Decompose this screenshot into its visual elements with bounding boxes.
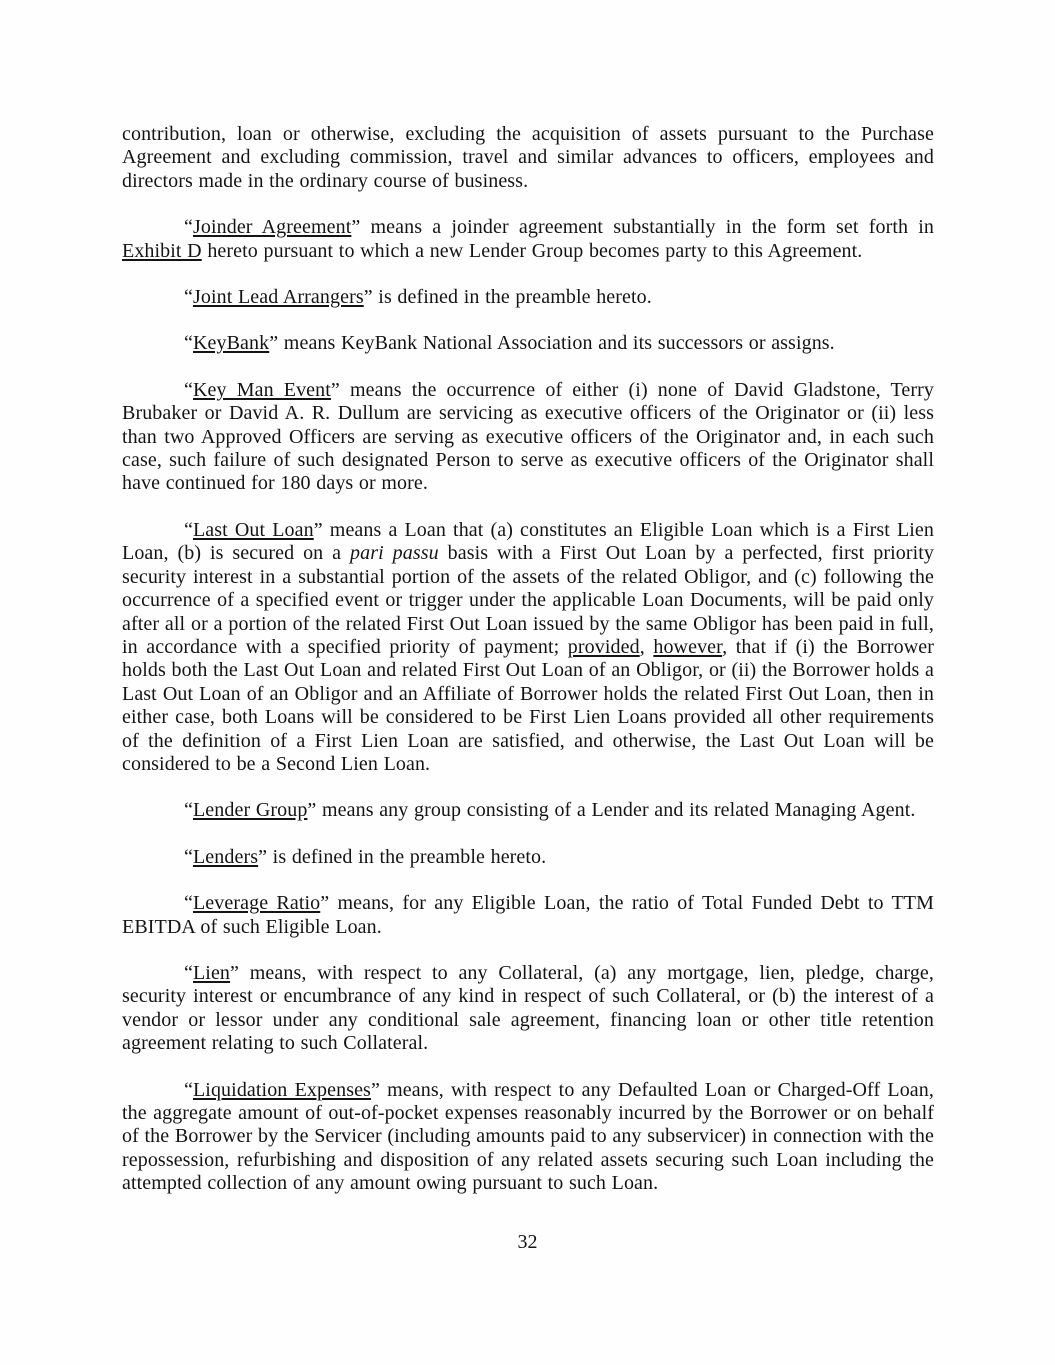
text-run: hereto pursuant to which a new Lender Group becomes party to this Agreement.	[201, 239, 863, 262]
text-run: ” means the occurrence of either (i) none of David Gladstone, Terry Brubaker or David A. R. Dullum are servicing as executive officers of the Originator or (ii) less than two Approved Officers are serving as executive officers of the Originator and, in each such case, such failure of such designated Person to serve as executive officers of the Originator shall have continued for 180 days or more.	[122, 378, 934, 495]
text-run: “	[184, 1078, 193, 1101]
text-run: “	[184, 332, 193, 355]
text-run: ” means a Loan that (a) constitutes an Eligible Loan which is a First Lien Loan, (b) is secured on a	[122, 518, 935, 565]
paragraph-lenders	[122, 846, 934, 869]
text-run: “	[184, 286, 193, 309]
text-run: “	[184, 216, 193, 239]
paragraph-joint-lead-arrangers	[122, 286, 934, 309]
text-run: , that if (i) the Borrower holds both the Last Out Loan and related First Out Loan of an Obligor, or (ii) the Borrower holds a Last Out Loan of an Obligor and an Affiliate of Borrower holds the related First Out Loan, then in either case, both Loans will be considered to be First Lien Loans provided all other requirements of the definition of a First Lien Loan are satisfied, and otherwise, the Last Out Loan will be considered to be a Second Lien Loan.	[122, 635, 935, 775]
underlined-term: Joint Lead Arrangers	[192, 286, 364, 309]
italic-text: pari passu	[350, 542, 439, 565]
text-run: “	[184, 845, 193, 868]
underlined-term: Joinder Agreement	[192, 216, 352, 239]
paragraph-liquidation-expenses	[122, 1079, 934, 1196]
paragraph-lender-group	[122, 799, 934, 822]
text-run: ” means, with respect to any Collateral, (a) any mortgage, lien, pledge, charge, security interest or encumbrance of any kind in respect of such Collateral, or (b) the interest of a vendor or lessor under any conditional sale agreement, financing loan or other title retention agreement relating to such Collateral.	[122, 961, 934, 1055]
text-run: “	[184, 378, 193, 401]
page-number: 32	[517, 1231, 538, 1253]
text-run: ” means, with respect to any Defaulted Loan or Charged-Off Loan, the aggregate amount of out-of-pocket expenses reasonably incurred by the Borrower or on behalf of the Borrower by the Servicer (including amounts paid to any subservicer) in connection with the repossession, refurbishing and disposition of any related assets securing such Loan including the attempted collection of any amount owing pursuant to such Loan.	[122, 1078, 934, 1195]
underlined-term: Exhibit D	[122, 239, 202, 262]
text-run: ,	[639, 635, 654, 658]
underlined-term: Lenders	[192, 845, 259, 868]
underlined-term: Lender Group	[192, 799, 308, 822]
underlined-term: Lien	[192, 961, 231, 984]
text-run: “	[184, 892, 193, 915]
text-run: ” is defined in the preamble hereto.	[258, 845, 547, 868]
underlined-term: Key Man Event	[192, 378, 331, 401]
text-run: ” means, for any Eligible Loan, the ratio of Total Funded Debt to TTM EBITDA of such Eligible Loan.	[122, 892, 934, 938]
text-run: “	[184, 961, 193, 984]
paragraph-leverage-ratio	[122, 892, 934, 939]
underlined-term: however	[653, 635, 723, 658]
paragraph-keybank	[122, 332, 934, 355]
text-run: “	[184, 799, 193, 822]
underlined-term: Leverage Ratio	[192, 892, 321, 915]
underlined-term: Liquidation Expenses	[192, 1078, 371, 1101]
text-run: ” is defined in the preamble hereto.	[363, 286, 652, 309]
paragraph-key-man-event	[122, 379, 934, 496]
paragraph-last-out-loan	[122, 519, 934, 776]
text-run: “	[184, 518, 193, 541]
underlined-term: Last Out Loan	[192, 518, 314, 541]
text-run: ” means any group consisting of a Lender and its related Managing Agent.	[307, 799, 916, 822]
document-content	[122, 123, 934, 1196]
underlined-term: provided	[567, 635, 640, 658]
underlined-term: KeyBank	[192, 332, 270, 355]
text-run: basis with a First Out Loan by a perfected, first priority security interest in a substantial portion of the assets of the related Obligor, and (c) following the occurrence of a specified event or trigger under the applicable Loan Documents, will be paid only after all or a portion of the related First Out Loan issued by the same Obligor has been paid in full, in accordance with a specified priority of payment;	[122, 542, 935, 658]
paragraph-lien	[122, 962, 934, 1056]
text-run: contribution, loan or otherwise, excluding the acquisition of assets pursuant to the Purchase Agreement and excluding commission, travel and similar advances to officers, employees and directors made in the ordinary course of business.	[122, 123, 934, 192]
paragraph-contribution-continuation	[122, 123, 934, 193]
text-run: ” means KeyBank National Association and its successors or assigns.	[269, 332, 835, 355]
text-run: ” means a joinder agreement substantially in the form set forth in	[351, 216, 935, 239]
paragraph-joinder-agreement	[122, 216, 934, 263]
